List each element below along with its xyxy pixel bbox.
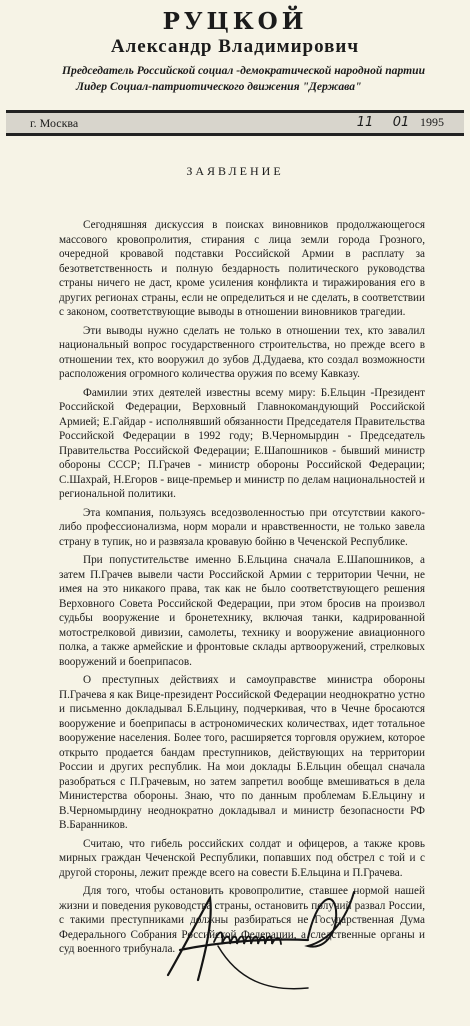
date-day: 11 <box>356 115 374 130</box>
dateline-date <box>348 114 444 130</box>
paragraph: Для того, чтобы остановить кровопролитие, ставшее нормой нашей жизни и поведения руководства страны, остановить получий развал России, с такими преступниками должны разбираться не Государственная Дума Федерального Собрания Российской Федерации, а следственные органы и суд военного трибунала. <box>59 885 425 955</box>
handwritten-signature-icon <box>158 880 368 1000</box>
statement-body <box>59 218 425 961</box>
paragraph: Эта компания, пользуясь вседозволенностью при отсутствии какого-либо профессионализма, норм морали и нравственности, не только завела страну в тупик, но и развязала кровавую бойню в Чеченской Республике. <box>59 506 425 548</box>
author-surname: РУЦКОЙ <box>162 8 308 35</box>
paragraph: При попустительстве именно Б.Ельцина сначала Е.Шапошников, а затем П.Грачев вывели части Российской Армии с территории Чечни, не имея на это никакого права, так как не было соответствующего решения Верховного Совета Российской Федерации, при этом бросив на произвол судьбы вооружение и бронетехнику, включая танки, кадрированной мотострелковой дивизии, самолеты, технику и вооружение авиационного полка, а также армейские и фронтовые склады артвооружений, стрелковых вооружений и боеприпасов. <box>59 554 425 668</box>
dateline-city: г. Москва <box>30 116 79 130</box>
paragraph: Сегодняшняя дискуссия в поисках виновников продолжающегося массового кровопролития, стирания с лица земли города Грозного, очередной кровавой подставки Российской Армии в расплату за безответственность и полную бездарность политического руководства страны ничего не даст, кроме усиления конфликта и тиражирования его в других регионах страны, если не определиться и не сделать, в соответствии с законом, соответствующие выводы в отношении виновников трагедии. <box>59 219 425 318</box>
paragraph: Считаю, что гибель российских солдат и офицеров, а также кровь мирных граждан Чеченской Республики, попавших под обстрел с той и с другой стороны, лежит прежде всего на совести Б.Ельцина и П.Грачева. <box>59 837 425 879</box>
dateline-band <box>6 110 464 136</box>
date-month: 01 <box>392 115 410 130</box>
paragraph: Фамилии этих деятелей известны всему миру: Б.Ельцин -Президент Российской Федерации, Верховный Главнокомандующий Российской Армией; Е.Гайдар - исполнявший обязанности Председателя Правительства Российской Федерации в 1992 году; В.Черномырдин - Председатель Правительства Российской Федерации; Е.Шапошников - бывший министр обороны СССР; П.Грачев - министр обороны Российской Федерации; С.Шахрай, Н.Егоров - вице-премьер и министр по делам национальностей и региональной политики. <box>59 386 425 500</box>
author-role-party: Председатель Российской социал -демократической народной партии <box>62 64 426 77</box>
paragraph: О преступных действиях и самоуправстве министра обороны П.Грачева я как Вице-президент Российской Федерации неоднократно устно и письменно докладывал Б.Ельцину, подчеркивая, что в Чечне бросаются вооружение и боеприпасы в астрономических количествах, идет тотальное вооружение населения. Более того, расширяется торговля оружием, которое открыто продается бандам преступников, действующих на территории России и других республик. На мои доклады Б.Ельцин обещал сначала разобраться с П.Грачевым, но затем запретил вообще вмешиваться в дела Министерства обороны. Знаю, что по данным проблемам Б.Ельцину и В.Черномырдину неоднократно докладывал и министр безопасности РФ В.Баранников. <box>59 674 425 831</box>
author-role-movement: Лидер Социал-патриотического движения "Держава" <box>76 80 362 93</box>
document-heading: ЗАЯВЛЕНИЕ <box>186 164 284 178</box>
author-fullname: Александр Владимирович <box>110 36 360 57</box>
paragraph: Эти выводы нужно сделать не только в отношении тех, кто завалил национальный вопрос государственного строительства, но прежде всего в отношении тех, кто вооружил до зубов Д.Дудаева, кто создал возможности расположения огромного количества оружия по всему Кавказу. <box>59 324 425 380</box>
date-year: 1995 <box>420 115 444 129</box>
